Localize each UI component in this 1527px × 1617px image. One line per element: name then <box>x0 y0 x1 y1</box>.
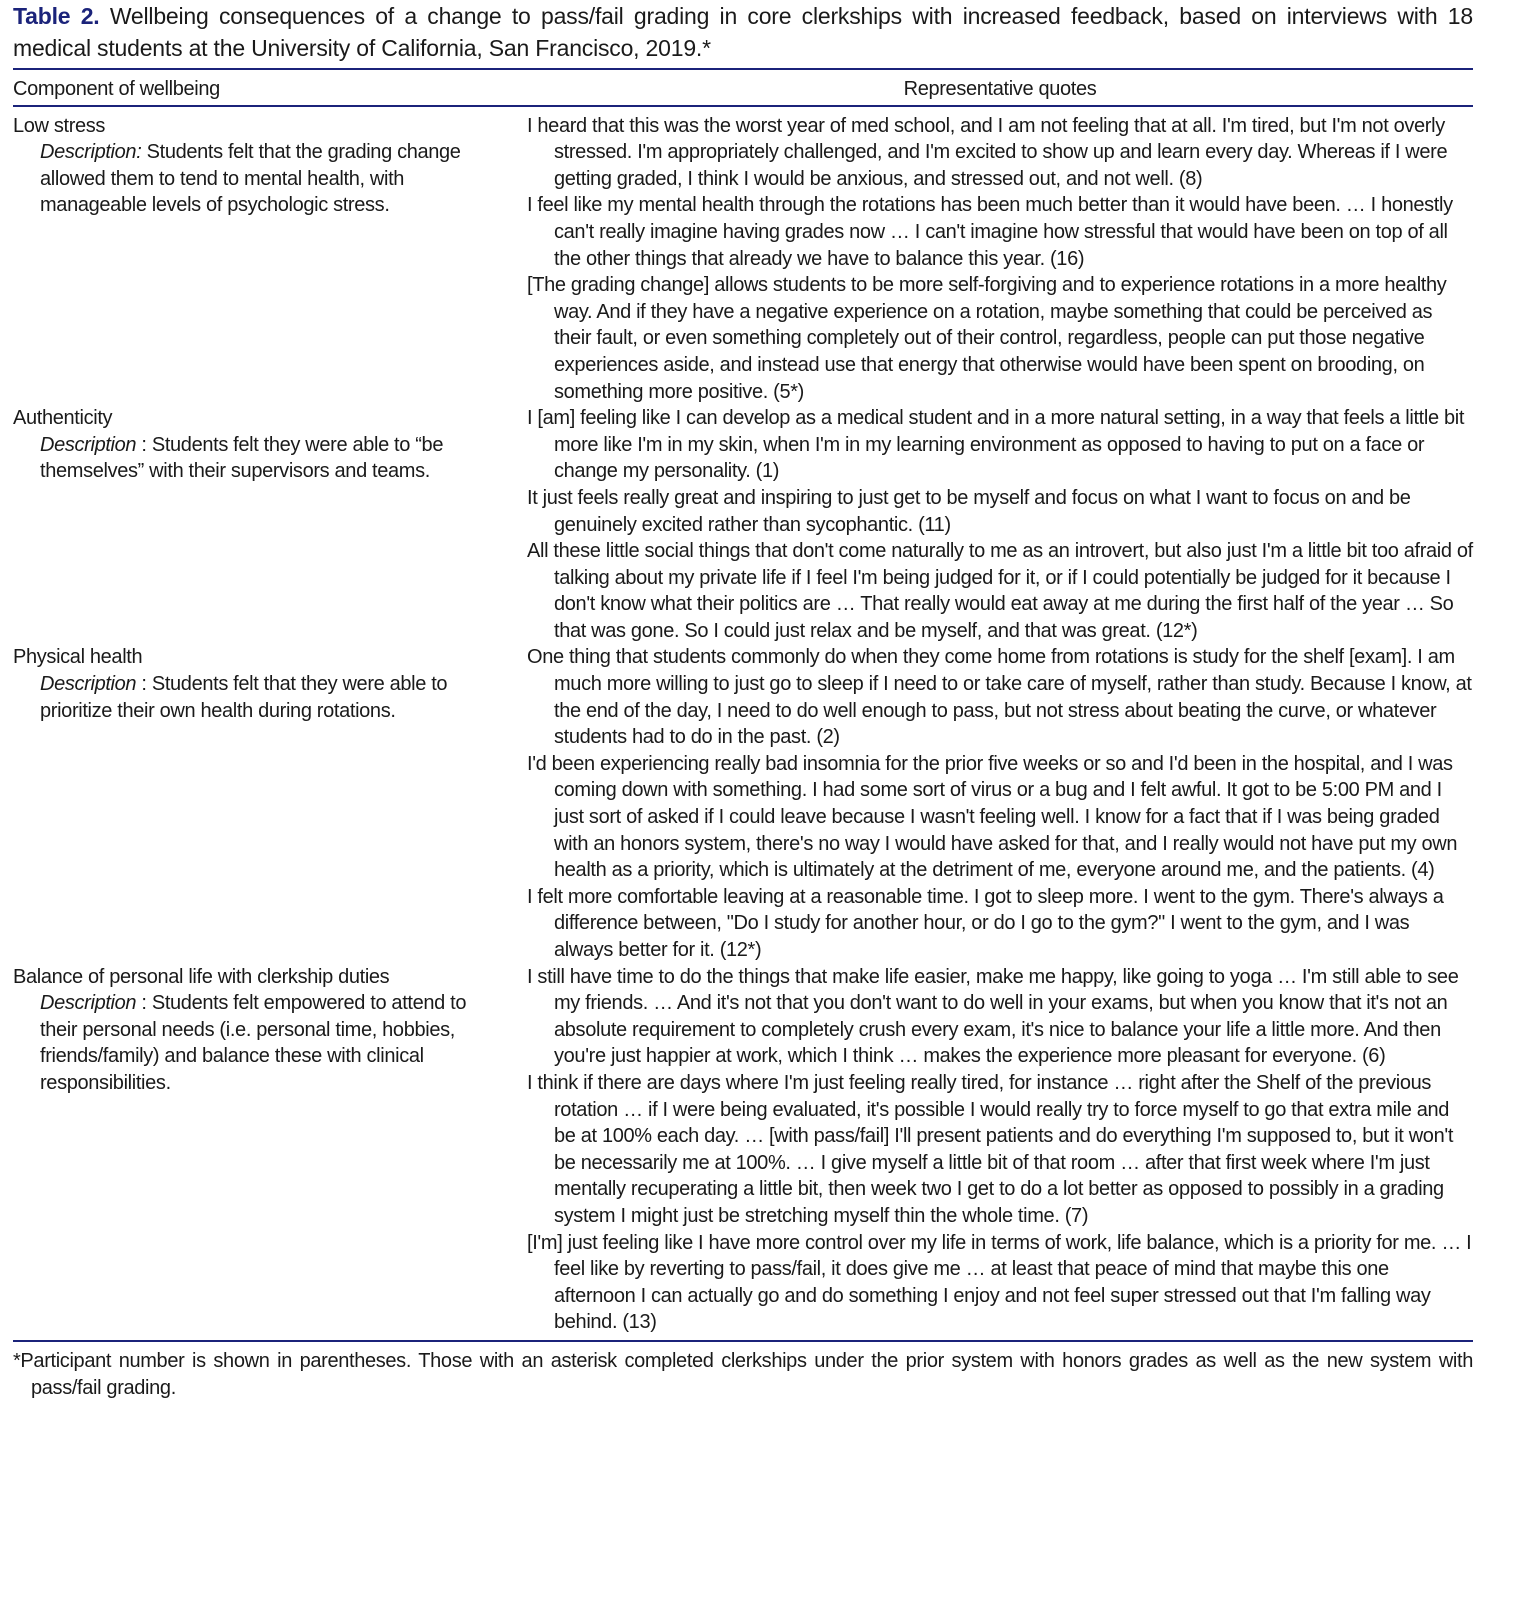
quote: One thing that students commonly do when they come home from rotations is study for the shelf [exam]. I am much more willing to just go to sleep if I need to or take care of myself, rather than study. Because I know, at the end of the day, I need to do well enough to pass, but not stress about beating the curve, or whatever students had to do in the past. (2) <box>527 646 1472 749</box>
quote: I [am] feeling like I can develop as a medical student and in a more natural setting, in a way that feels a little bit more like I'm in my skin, when I'm in my learning environment as opposed to having to put on a face or change my personality. (1) <box>527 407 1465 483</box>
quote: All these little social things that don't come naturally to me as an introvert, but also just I'm a little bit too afraid of talking about my private life if I feel I'm being judged for it, or if I could potentially be judged for it because I don't know what their politics are … That really would eat away at me during the first half of the year … So that was gone. So I could just relax and be myself, and that was great. (12*) <box>527 540 1473 642</box>
description-label: Description <box>40 992 137 1015</box>
description-text: : Students felt empowered to attend to their personal needs (i.e. personal time, hobbies, friends/family) and balance these with clinical responsibilities. <box>40 992 467 1094</box>
component-name: Low stress <box>13 114 106 137</box>
description-text: Students felt that the grading change allowed them to tend to mental health, with manageable levels of psychologic stress. <box>40 141 461 217</box>
description-text: : Students felt they were able to “be themselves” with their supervisors and teams. <box>40 433 444 483</box>
caption-text: Wellbeing consequences of a change to pass/fail grading in core clerkships with increased feedback, based on interviews with 18 medical students at the University of California, San Francisco, 2019.* <box>13 3 1473 61</box>
component-cell <box>13 644 527 963</box>
component-cell <box>13 113 527 406</box>
header-component: Component of wellbeing <box>13 78 220 100</box>
table-row <box>13 964 1473 1336</box>
description-label: Description: <box>40 141 142 164</box>
component-name: Balance of personal life with clerkship duties <box>13 965 390 988</box>
quote: I feel like my mental health through the rotations has been much better than it would have been. … I honestly can't really imagine having grades now … I can't imagine how stressful that would have been on top of all the other things that already we have to balance this year. (16) <box>527 194 1453 270</box>
component-description <box>13 990 527 1096</box>
component-description <box>13 671 527 724</box>
description-label: Description <box>40 673 137 696</box>
header-quotes: Representative quotes <box>903 78 1097 100</box>
table-header <box>13 70 1473 105</box>
table-body <box>13 107 1473 1340</box>
quote: It just feels really great and inspiring to just get to be myself and focus on what I want to focus on and be genuinely excited rather than sycophantic. (11) <box>527 486 1411 536</box>
quote: I'd been experiencing really bad insomnia for the prior five weeks or so and I'd been in the hospital, and I was coming down with something. I had some sort of virus or a bug and I felt awful. It got to be 5:00 PM and I just sort of asked if I could leave because I wasn't feeling well. I know for a fact that if I was being graded with an honors system, there's no way I would have asked for that, and I really would not have put my own health as a priority, which is ultimately at the detriment of me, everyone around me, and the patients. (4) <box>527 752 1458 882</box>
quote: [I'm] just feeling like I have more control over my life in terms of work, life balance, which is a priority for me. … I feel like by reverting to pass/fail, it does give me … at least that peace of mind that maybe this one afternoon I can actually go and do something I enjoy and not feel super stressed out that I'm falling way behind. (13) <box>527 1231 1472 1334</box>
component-cell <box>13 964 527 1336</box>
table-row <box>13 405 1473 644</box>
table-row <box>13 113 1473 406</box>
table-caption <box>13 0 1473 64</box>
table-row <box>13 644 1473 963</box>
quotes-cell <box>527 405 1473 644</box>
quote: I think if there are days where I'm just feeling really tired, for instance … right after the Shelf of the previous rotation … if I were being evaluated, it's possible I would really try to force myself to go that extra mile and be at 100% each day. … [with pass/fail] I'll present patients and do everything I'm supposed to, but it won't be necessarily me at 100%. … I give myself a little bit of that room … after that first week where I'm just mentally recuperating a little bit, then week two I get to do a lot better as opposed to possibly in a grading system I might just be stretching myself thin the whole time. (7) <box>527 1071 1454 1227</box>
quotes-cell <box>527 644 1473 963</box>
description-label: Description <box>40 433 137 456</box>
component-description <box>13 139 527 219</box>
table-footnote: *Participant number is shown in parentheses. Those with an asterisk completed clerkships under the prior system with honors grades as well as the new system with pass/fail grading. <box>13 1349 1473 1399</box>
table-label: Table 2. <box>13 3 100 29</box>
component-name: Authenticity <box>13 407 113 430</box>
quote: I heard that this was the worst year of med school, and I am not feeling that at all. I'm tired, but I'm not overly stressed. I'm appropriately challenged, and I'm excited to show up and learn every day. Whereas if I were getting graded, I think I would be anxious, and stressed out, and not well. (8) <box>527 114 1448 190</box>
table-document <box>13 0 1473 1401</box>
component-description <box>13 432 527 485</box>
quotes-cell <box>527 964 1473 1336</box>
component-cell <box>13 405 527 644</box>
description-text: : Students felt that they were able to prioritize their own health during rotations. <box>40 673 448 722</box>
quotes-cell <box>527 113 1473 406</box>
quote: I felt more comfortable leaving at a reasonable time. I got to sleep more. I went to the gym. There's always a difference between, "Do I study for another hour, or do I go to the gym?" I went to the gym, and I was always better for it. (12*) <box>527 885 1444 961</box>
component-name: Physical health <box>13 646 143 669</box>
quote: [The grading change] allows students to be more self-forgiving and to experience rotations in a more healthy way. And if they have a negative experience on a rotation, maybe something that could be perceived as their fault, or even something completely out of their control, regardless, people can put those negative experiences aside, and instead use that energy that otherwise would have been spent on brooding, on something more positive. (5*) <box>527 274 1447 403</box>
quote: I still have time to do the things that make life easier, make me happy, like going to yoga … I'm still able to see my friends. … And it's not that you don't want to do well in your exams, but when you know that it's not an absolute requirement to completely crush every exam, it's nice to balance your life a little more. And then you're just happier at work, which I think … makes the experience more pleasant for everyone. (6) <box>527 965 1459 1068</box>
